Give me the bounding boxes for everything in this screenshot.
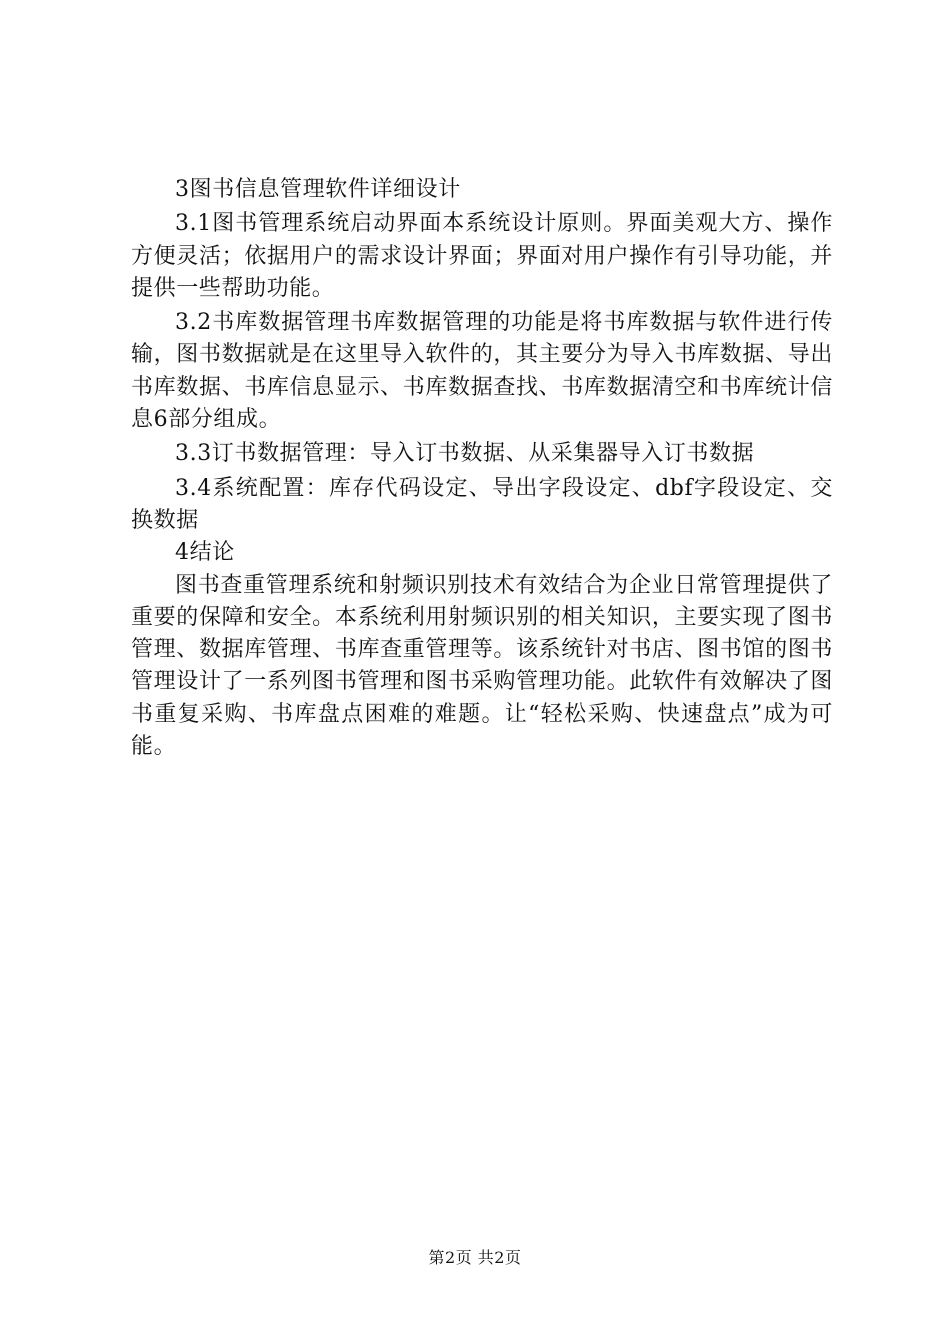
document-body	[131, 174, 833, 763]
section-heading-4: 4结论	[175, 540, 235, 566]
paragraph-3-2: 3.2书库数据管理书库数据管理的功能是将书库数据与软件进行传输，图书数据就是在这里导入软件的，其主要分为导入书库数据、导出书库数据、书库信息显示、书库数据查找、书库数据清空和书库统计信息6部分组成。	[131, 310, 833, 433]
section-heading-3: 3图书信息管理软件详细设计	[175, 177, 461, 202]
paragraph-3-1: 3.1图书管理系统启动界面本系统设计原则。界面美观大方、操作方便灵活；依据用户的需求设计界面；界面对用户操作有引导功能，并提供一些帮助功能。	[131, 211, 833, 301]
page-number-footer: 第2页 共2页	[428, 1248, 522, 1267]
paragraph-conclusion: 图书查重管理系统和射频识别技术有效结合为企业日常管理提供了重要的保障和安全。本系统利用射频识别的相关知识，主要实现了图书管理、数据库管理、书库查重管理等。该系统针对书店、图书馆的图书管理设计了一系列图书管理和图书采购管理功能。此软件有效解决了图书重复采购、书库盘点困难的难题。让“轻松采购、快速盘点”成为可能。	[131, 572, 833, 760]
paragraph-3-3: 3.3订书数据管理：导入订书数据、从采集器导入订书数据	[175, 441, 755, 467]
paragraph-3-4: 3.4系统配置：库存代码设定、导出字段设定、dbf字段设定、交换数据	[131, 475, 833, 533]
